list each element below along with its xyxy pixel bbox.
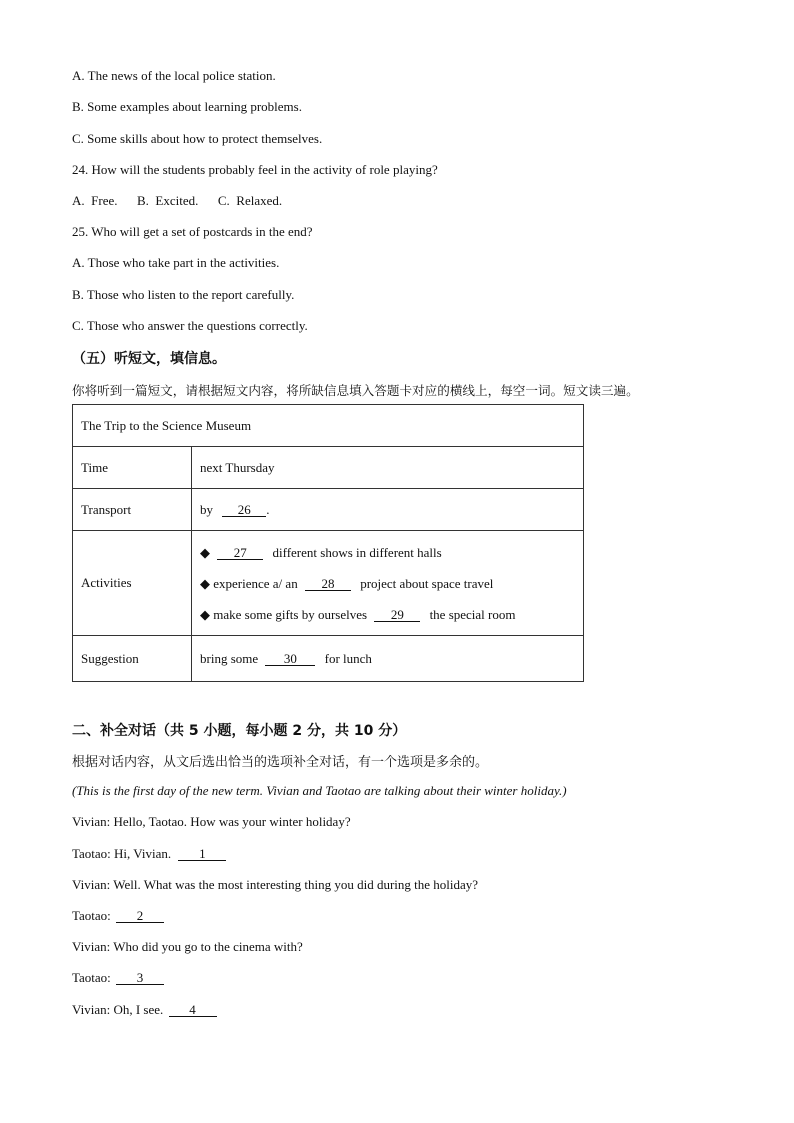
dialogue-text: Hi, Vivian. (114, 846, 172, 861)
time-label: Time (73, 447, 192, 489)
suggestion-label: Suggestion (73, 636, 192, 682)
info-table (72, 404, 584, 682)
activity-3-text: the special room (429, 606, 516, 622)
section5-instruction: 你将听到一篇短文，请根据短文内容，将所缺信息填入答题卡对应的横线上，每空一词。短文读三遍。 (72, 383, 639, 398)
dialogue-line-6 (72, 970, 164, 986)
table-row-suggestion (73, 636, 584, 682)
activities-cell (192, 531, 584, 636)
blank-2[interactable]: 2 (116, 909, 164, 923)
table-title: The Trip to the Science Museum (73, 405, 584, 447)
dialogue-text: Oh, I see. (113, 1002, 164, 1017)
speaker: Taotao: (72, 846, 111, 861)
q24-question: 24. How will the students probably feel in the activity of role playing? (72, 162, 438, 177)
speaker: Taotao: (72, 908, 111, 923)
q23-option-c: C. Some skills about how to protect themselves. (72, 131, 323, 146)
part2-context: (This is the first day of the new term. Vivian and Taotao are talking about their winter holiday.) (72, 783, 567, 798)
q24-options: A. Free. B. Excited. C. Relaxed. (72, 193, 283, 208)
blank-27[interactable]: 27 (217, 546, 263, 560)
activity-2-text: project about space travel (360, 575, 494, 591)
speaker: Vivian: (72, 814, 111, 829)
transport-label: Transport (73, 489, 192, 531)
transport-cell (192, 489, 584, 531)
section5-title: （五）听短文，填信息。 (72, 351, 226, 367)
activity-item-1 (200, 537, 575, 568)
dialogue-line-4 (72, 908, 164, 924)
activity-2-prefix: experience a/ an (213, 575, 298, 591)
bullet-icon: ◆ (200, 575, 210, 591)
q25-question: 25. Who will get a set of postcards in the end? (72, 224, 313, 239)
speaker: Taotao: (72, 970, 111, 985)
blank-4[interactable]: 4 (169, 1003, 217, 1017)
dialogue-line-5 (72, 939, 303, 955)
activities-label: Activities (73, 531, 192, 636)
dialogue-line-1 (72, 814, 351, 830)
speaker: Vivian: (72, 1002, 111, 1017)
q25-option-b: B. Those who listen to the report carefully. (72, 287, 295, 302)
dialogue-line-3 (72, 877, 478, 893)
blank-29[interactable]: 29 (374, 608, 420, 622)
part2-instruction: 根据对话内容，从文后选出恰当的选项补全对话，有一个选项是多余的。 (72, 755, 489, 770)
table-row-activities (73, 531, 584, 636)
blank-26[interactable]: 26 (222, 503, 266, 517)
q25-option-c: C. Those who answer the questions correctly. (72, 318, 308, 333)
dialogue-line-7 (72, 1002, 217, 1018)
q23-option-a: A. The news of the local police station. (72, 68, 276, 83)
dialogue-text: Who did you go to the cinema with? (113, 939, 303, 954)
activity-1-text: different shows in different halls (272, 544, 442, 560)
bullet-icon: ◆ (200, 544, 210, 560)
time-value: next Thursday (192, 447, 584, 489)
suggestion-prefix: bring some (200, 650, 259, 666)
speaker: Vivian: (72, 877, 111, 892)
blank-1[interactable]: 1 (178, 847, 226, 861)
activity-item-3 (200, 599, 575, 630)
table-row-time (73, 447, 584, 489)
transport-suffix: . (266, 501, 270, 517)
blank-30[interactable]: 30 (265, 652, 315, 666)
bullet-icon: ◆ (200, 606, 210, 622)
transport-prefix: by (200, 501, 213, 517)
table-row-transport (73, 489, 584, 531)
activity-item-2 (200, 568, 575, 599)
suggestion-cell (192, 636, 584, 682)
suggestion-text: for lunch (324, 650, 372, 666)
dialogue-text: Hello, Taotao. How was your winter holiday? (113, 814, 351, 829)
part2-title: 二、补全对话（共 5 小题，每小题 2 分，共 10 分） (72, 723, 407, 739)
blank-28[interactable]: 28 (305, 577, 351, 591)
blank-3[interactable]: 3 (116, 971, 164, 985)
speaker: Vivian: (72, 939, 111, 954)
q23-option-b: B. Some examples about learning problems. (72, 99, 302, 114)
activity-3-prefix: make some gifts by ourselves (213, 606, 368, 622)
dialogue-line-2 (72, 846, 226, 862)
q25-option-a: A. Those who take part in the activities. (72, 255, 280, 270)
dialogue-text: Well. What was the most interesting thing you did during the holiday? (113, 877, 479, 892)
table-row-title (73, 405, 584, 447)
